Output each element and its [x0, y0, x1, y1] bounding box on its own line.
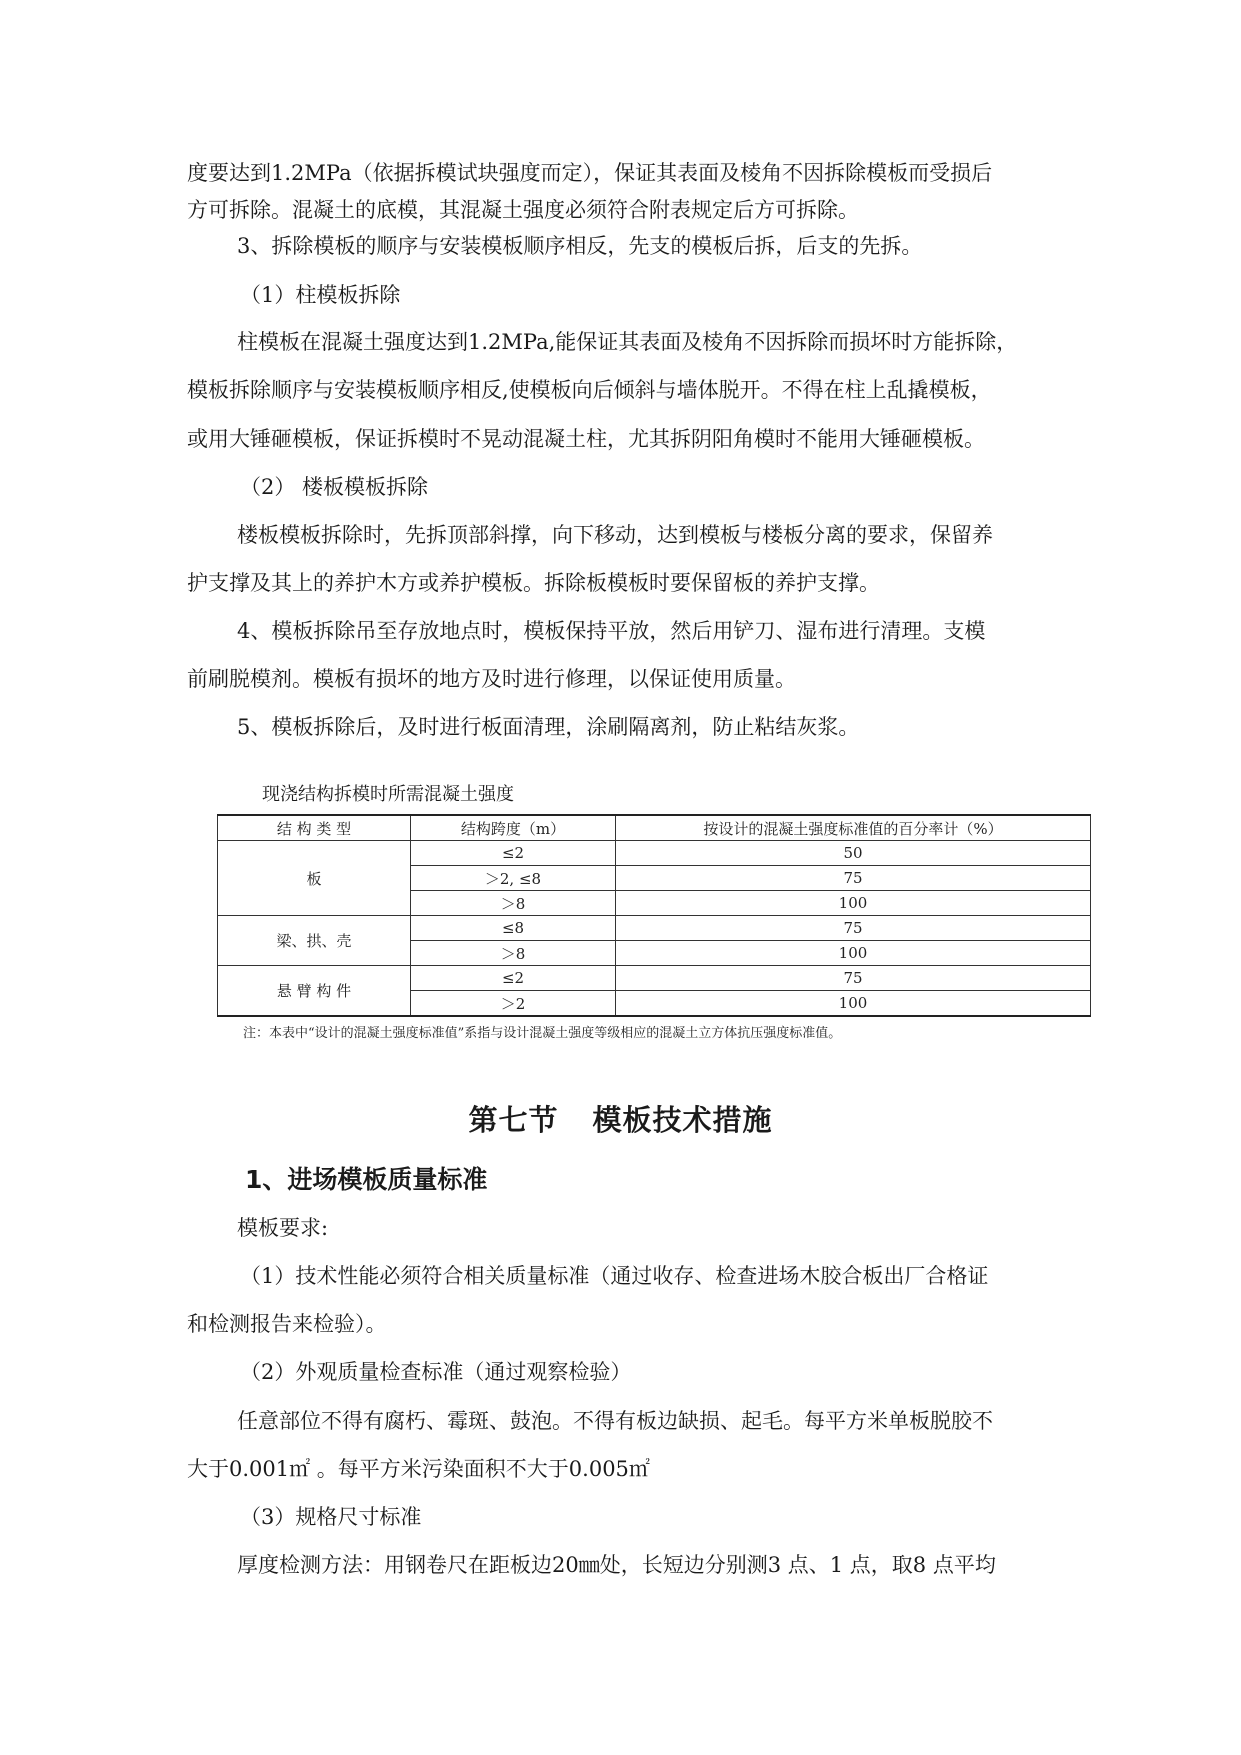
- paragraph-line: 前刷脱模剂。模板有损坏的地方及时进行修理，以保证使用质量。: [187, 667, 796, 691]
- paragraph-line: 厚度检测方法：用钢卷尺在距板边20㎜处，长短边分别测3 点、1 点，取8 点平均: [237, 1553, 996, 1577]
- paragraph-line: 或用大锤砸模板，保证拆模时不晃动混凝土柱，尤其拆阴阳角模时不能用大锤砸模板。: [187, 427, 985, 451]
- table-cell-span: ≤8: [411, 916, 616, 941]
- paragraph-line: （3）规格尺寸标准: [240, 1505, 422, 1529]
- subheading-slab-formwork: （2） 楼板模板拆除: [240, 475, 429, 499]
- table-cell-pct: 100: [616, 891, 1091, 916]
- table-caption: 现浇结构拆模时所需混凝土强度: [262, 784, 514, 805]
- table-cell-span: ＞2, ≤8: [411, 866, 616, 891]
- table-row: [218, 966, 1091, 991]
- paragraph-line: 模板拆除顺序与安装模板顺序相反,使模板向后倾斜与墙体脱开。不得在柱上乱撬模板，: [187, 378, 992, 402]
- table-header-cell: 结构跨度（m）: [411, 815, 616, 841]
- section-title: [0, 1098, 1241, 1139]
- table-cell-span: ＞8: [411, 941, 616, 966]
- table-header-cell: 按设计的混凝土强度标准值的百分率计（%）: [616, 815, 1091, 841]
- paragraph-line: 和检测报告来检验）。: [187, 1312, 387, 1336]
- table-cell-pct: 100: [616, 991, 1091, 1017]
- table-cell-span: ＞8: [411, 891, 616, 916]
- paragraph-line: 4、模板拆除吊至存放地点时，模板保持平放，然后用铲刀、湿布进行清理。支模: [237, 619, 986, 643]
- paragraph-line: 护支撑及其上的养护木方或养护模板。拆除板模板时要保留板的养护支撑。: [187, 571, 880, 595]
- table-cell-span: ≤2: [411, 966, 616, 991]
- table-cell-type: 悬 臂 构 件: [218, 966, 411, 1017]
- paragraph-line: 柱模板在混凝土强度达到1.2MPa,能保证其表面及棱角不因拆除而损坏时方能拆除，: [237, 330, 1018, 354]
- table-cell-span: ＞2: [411, 991, 616, 1017]
- paragraph-line: 方可拆除。混凝土的底模，其混凝土强度必须符合附表规定后方可拆除。: [187, 198, 859, 222]
- paragraph-line: 任意部位不得有腐朽、霉斑、鼓泡。不得有板边缺损、起毛。每平方米单板脱胶不: [237, 1409, 993, 1433]
- table-cell-pct: 75: [616, 966, 1091, 991]
- table-row: [218, 841, 1091, 866]
- section-subtitle: 1、进场模板质量标准: [245, 1165, 488, 1194]
- table-cell-pct: 75: [616, 866, 1091, 891]
- formwork-strength-table: [217, 814, 1091, 1017]
- paragraph-line: 5、模板拆除后，及时进行板面清理，涂刷隔离剂，防止粘结灰浆。: [237, 715, 860, 739]
- table-cell-pct: 50: [616, 841, 1091, 866]
- table-header-row: [218, 815, 1091, 841]
- table-cell-pct: 75: [616, 916, 1091, 941]
- table-header-cell: 结 构 类 型: [218, 815, 411, 841]
- subheading-column-formwork: （1）柱模板拆除: [240, 283, 401, 307]
- paragraph-line: 3、拆除模板的顺序与安装模板顺序相反，先支的模板后拆，后支的先拆。: [237, 234, 923, 258]
- table-cell-type: 梁、拱、壳: [218, 916, 411, 966]
- paragraph-line: （1）技术性能必须符合相关质量标准（通过收存、检查进场木胶合板出厂合格证: [240, 1264, 989, 1288]
- paragraph-line: 模板要求:: [237, 1216, 329, 1240]
- paragraph-line: （2）外观质量检查标准（通过观察检验）: [240, 1360, 632, 1384]
- section-name: 模板技术措施: [592, 1103, 773, 1137]
- table-row: [218, 916, 1091, 941]
- table-cell-span: ≤2: [411, 841, 616, 866]
- table-cell-type: 板: [218, 841, 411, 916]
- paragraph-line: 楼板模板拆除时，先拆顶部斜撑，向下移动，达到模板与楼板分离的要求，保留养: [237, 523, 993, 547]
- section-number: 第七节: [468, 1103, 559, 1137]
- paragraph-line: 大于0.001㎡ 。每平方米污染面积不大于0.005㎡: [187, 1457, 650, 1481]
- table-cell-pct: 100: [616, 941, 1091, 966]
- table-note: 注：本表中“设计的混凝土强度标准值”系指与设计混凝土强度等级相应的混凝土立方体抗压强度标准值。: [243, 1026, 842, 1041]
- paragraph-line: 度要达到1.2MPa（依据拆模试块强度而定），保证其表面及棱角不因拆除模板而受损后: [187, 161, 993, 185]
